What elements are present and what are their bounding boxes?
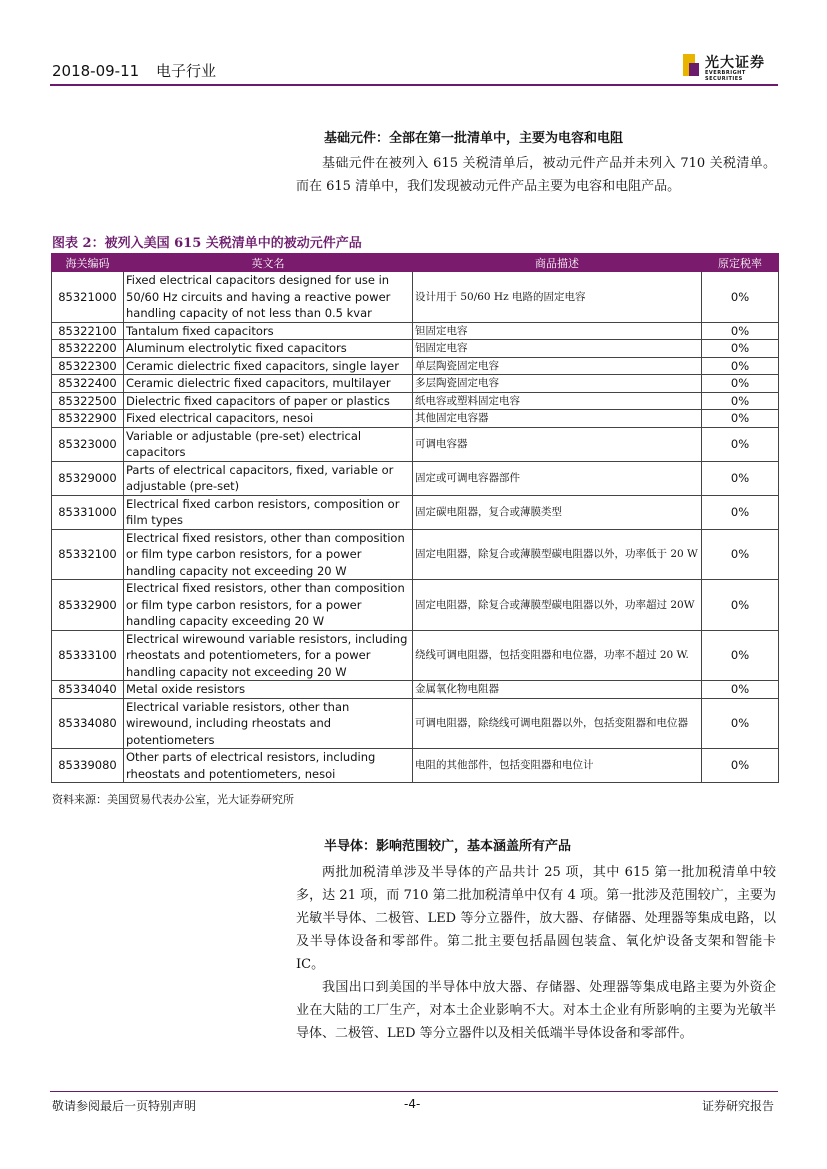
table-row [52, 681, 779, 699]
hs-code-cell: 85334040 [52, 681, 124, 699]
description-cell: 固定电阻器，除复合或薄膜型碳电阻器以外，功率超过 20W [413, 580, 702, 631]
tariff-rate-cell: 0% [702, 749, 779, 783]
english-name-cell: Fixed electrical capacitors, nesoi [124, 410, 413, 428]
hs-code-cell: 85332900 [52, 580, 124, 631]
report-header [52, 60, 228, 81]
footer-report-type: 证券研究报告 [702, 1099, 775, 1113]
table-row [52, 340, 779, 358]
tariff-rate-cell: 0% [702, 357, 779, 375]
table-row [52, 357, 779, 375]
hs-code-cell: 85322900 [52, 410, 124, 428]
english-name-cell: Electrical variable resistors, other than wirewound, including rheostats and potentiometers [124, 698, 413, 749]
tariff-rate-cell: 0% [702, 461, 779, 495]
tariff-table [51, 253, 779, 783]
table-row [52, 272, 779, 323]
paragraph: 两批加税清单涉及半导体的产品共计 25 项，其中 615 第一批加税清单中较多，达 21 项，而 710 第二批加税清单中仅有 4 项。第一批涉及范围较广，主要为光敏半导体、二极管、LED 等分立器件，放大器、存储器、处理器等集成电路，以及半导体设备和零部件。第二批主要包括晶圆包装盒、氧化炉设备支架和智能卡 IC。 [296, 865, 776, 972]
english-name-cell: Tantalum fixed capacitors [124, 322, 413, 340]
english-name-cell: Dielectric fixed capacitors of paper or plastics [124, 392, 413, 410]
table-row [52, 322, 779, 340]
english-name-cell: Ceramic dielectric fixed capacitors, multilayer [124, 375, 413, 393]
footer-divider [50, 1091, 778, 1092]
table-row [52, 580, 779, 631]
description-cell: 多层陶瓷固定电容 [413, 375, 702, 393]
tariff-rate-cell: 0% [702, 375, 779, 393]
tariff-rate-cell: 0% [702, 427, 779, 461]
english-name-cell: Fixed electrical capacitors designed for use in 50/60 Hz circuits and having a reactive power handling capacity of not less than 0.5 kvar [124, 272, 413, 323]
description-cell: 其他固定电容器 [413, 410, 702, 428]
company-logo [683, 52, 783, 80]
hs-code-cell: 85322400 [52, 375, 124, 393]
tariff-rate-cell: 0% [702, 340, 779, 358]
table-row [52, 461, 779, 495]
table-row [52, 630, 779, 681]
logo-mark-icon [683, 54, 695, 76]
description-cell: 单层陶瓷固定电容 [413, 357, 702, 375]
paragraph: 我国出口到美国的半导体中放大器、存储器、处理器等集成电路主要为外资企业在大陆的工厂生产，对本土企业影响不大。对本土企业有所影响的主要为光敏半导体、二极管、LED 等分立器件以及相关低端半导体设备和零部件。 [296, 980, 776, 1041]
header-divider [50, 84, 778, 86]
hs-code-cell: 85332100 [52, 529, 124, 580]
hs-code-cell: 85339080 [52, 749, 124, 783]
section-paragraph-passive [296, 152, 776, 198]
column-header: 商品描述 [413, 254, 702, 272]
description-cell: 金属氧化物电阻器 [413, 681, 702, 699]
hs-code-cell: 85329000 [52, 461, 124, 495]
english-name-cell: Variable or adjustable (pre-set) electrical capacitors [124, 427, 413, 461]
description-cell: 钽固定电容 [413, 322, 702, 340]
english-name-cell: Ceramic dielectric fixed capacitors, single layer [124, 357, 413, 375]
description-cell: 固定碳电阻器，复合或薄膜类型 [413, 495, 702, 529]
figure-title: 图表 2：被列入美国 615 关税清单中的被动元件产品 [52, 236, 362, 251]
column-header: 原定税率 [702, 254, 779, 272]
english-name-cell: Other parts of electrical resistors, including rheostats and potentiometers, nesoi [124, 749, 413, 783]
table-row [52, 410, 779, 428]
table-row [52, 392, 779, 410]
tariff-rate-cell: 0% [702, 392, 779, 410]
english-name-cell: Metal oxide resistors [124, 681, 413, 699]
english-name-cell: Parts of electrical capacitors, fixed, variable or adjustable (pre-set) [124, 461, 413, 495]
description-cell: 固定电阻器，除复合或薄膜型碳电阻器以外，功率低于 20 W [413, 529, 702, 580]
tariff-rate-cell: 0% [702, 580, 779, 631]
description-cell: 可调电容器 [413, 427, 702, 461]
logo-text-en: EVERBRIGHT SECURITIES [705, 70, 746, 82]
hs-code-cell: 85322100 [52, 322, 124, 340]
tariff-rate-cell: 0% [702, 630, 779, 681]
description-cell: 绕线可调电阻器，包括变阻器和电位器，功率不超过 20 W. [413, 630, 702, 681]
tariff-rate-cell: 0% [702, 272, 779, 323]
tariff-rate-cell: 0% [702, 698, 779, 749]
table-row [52, 375, 779, 393]
tariff-rate-cell: 0% [702, 322, 779, 340]
hs-code-cell: 85334080 [52, 698, 124, 749]
hs-code-cell: 85331000 [52, 495, 124, 529]
english-name-cell: Electrical fixed carbon resistors, composition or film types [124, 495, 413, 529]
description-cell: 铝固定电容 [413, 340, 702, 358]
section-paragraph-semiconductor-2 [296, 976, 776, 1045]
hs-code-cell: 85322500 [52, 392, 124, 410]
description-cell: 可调电阻器，除绕线可调电阻器以外，包括变阻器和电位器 [413, 698, 702, 749]
english-name-cell: Electrical wirewound variable resistors, including rheostats and potentiometers, for a power handling capacity not exceeding 20 W [124, 630, 413, 681]
hs-code-cell: 85322300 [52, 357, 124, 375]
tariff-rate-cell: 0% [702, 681, 779, 699]
english-name-cell: Electrical fixed resistors, other than composition or film type carbon resistors, for a power handling capacity exceeding 20 W [124, 580, 413, 631]
section-title-semiconductor: 半导体：影响范围较广，基本涵盖所有产品 [324, 839, 572, 854]
section-title-passive: 基础元件：全部在第一批清单中，主要为电容和电阻 [324, 131, 624, 146]
table-row [52, 529, 779, 580]
english-name-cell: Electrical fixed resistors, other than composition or film type carbon resistors, for a power handling capacity not exceeding 20 W [124, 529, 413, 580]
page-number: -4- [404, 1097, 421, 1111]
hs-code-cell: 85321000 [52, 272, 124, 323]
logo-text-cn: 光大证券 [705, 55, 765, 71]
hs-code-cell: 85333100 [52, 630, 124, 681]
table-row [52, 749, 779, 783]
hs-code-cell: 85322200 [52, 340, 124, 358]
table-row [52, 495, 779, 529]
industry-label: 电子行业 [155, 62, 216, 80]
column-header: 英文名 [124, 254, 413, 272]
column-header: 海关编码 [52, 254, 124, 272]
description-cell: 电阻的其他部件，包括变阻器和电位计 [413, 749, 702, 783]
tariff-rate-cell: 0% [702, 495, 779, 529]
footer-disclaimer: 敬请参阅最后一页特别声明 [52, 1099, 197, 1113]
tariff-rate-cell: 0% [702, 410, 779, 428]
tariff-rate-cell: 0% [702, 529, 779, 580]
table-header-row [52, 254, 779, 272]
hs-code-cell: 85323000 [52, 427, 124, 461]
description-cell: 设计用于 50/60 Hz 电路的固定电容 [413, 272, 702, 323]
english-name-cell: Aluminum electrolytic fixed capacitors [124, 340, 413, 358]
source-note: 资料来源：美国贸易代表办公室，光大证券研究所 [52, 793, 294, 806]
report-date: 2018-09-11 [52, 62, 140, 80]
description-cell: 固定或可调电容器部件 [413, 461, 702, 495]
paragraph: 基础元件在被列入 615 关税清单后，被动元件产品并未列入 710 关税清单。而在 615 清单中，我们发现被动元件产品主要为电容和电阻产品。 [296, 156, 776, 194]
description-cell: 纸电容或塑料固定电容 [413, 392, 702, 410]
table-row [52, 427, 779, 461]
section-paragraph-semiconductor-1 [296, 861, 776, 976]
table-row [52, 698, 779, 749]
